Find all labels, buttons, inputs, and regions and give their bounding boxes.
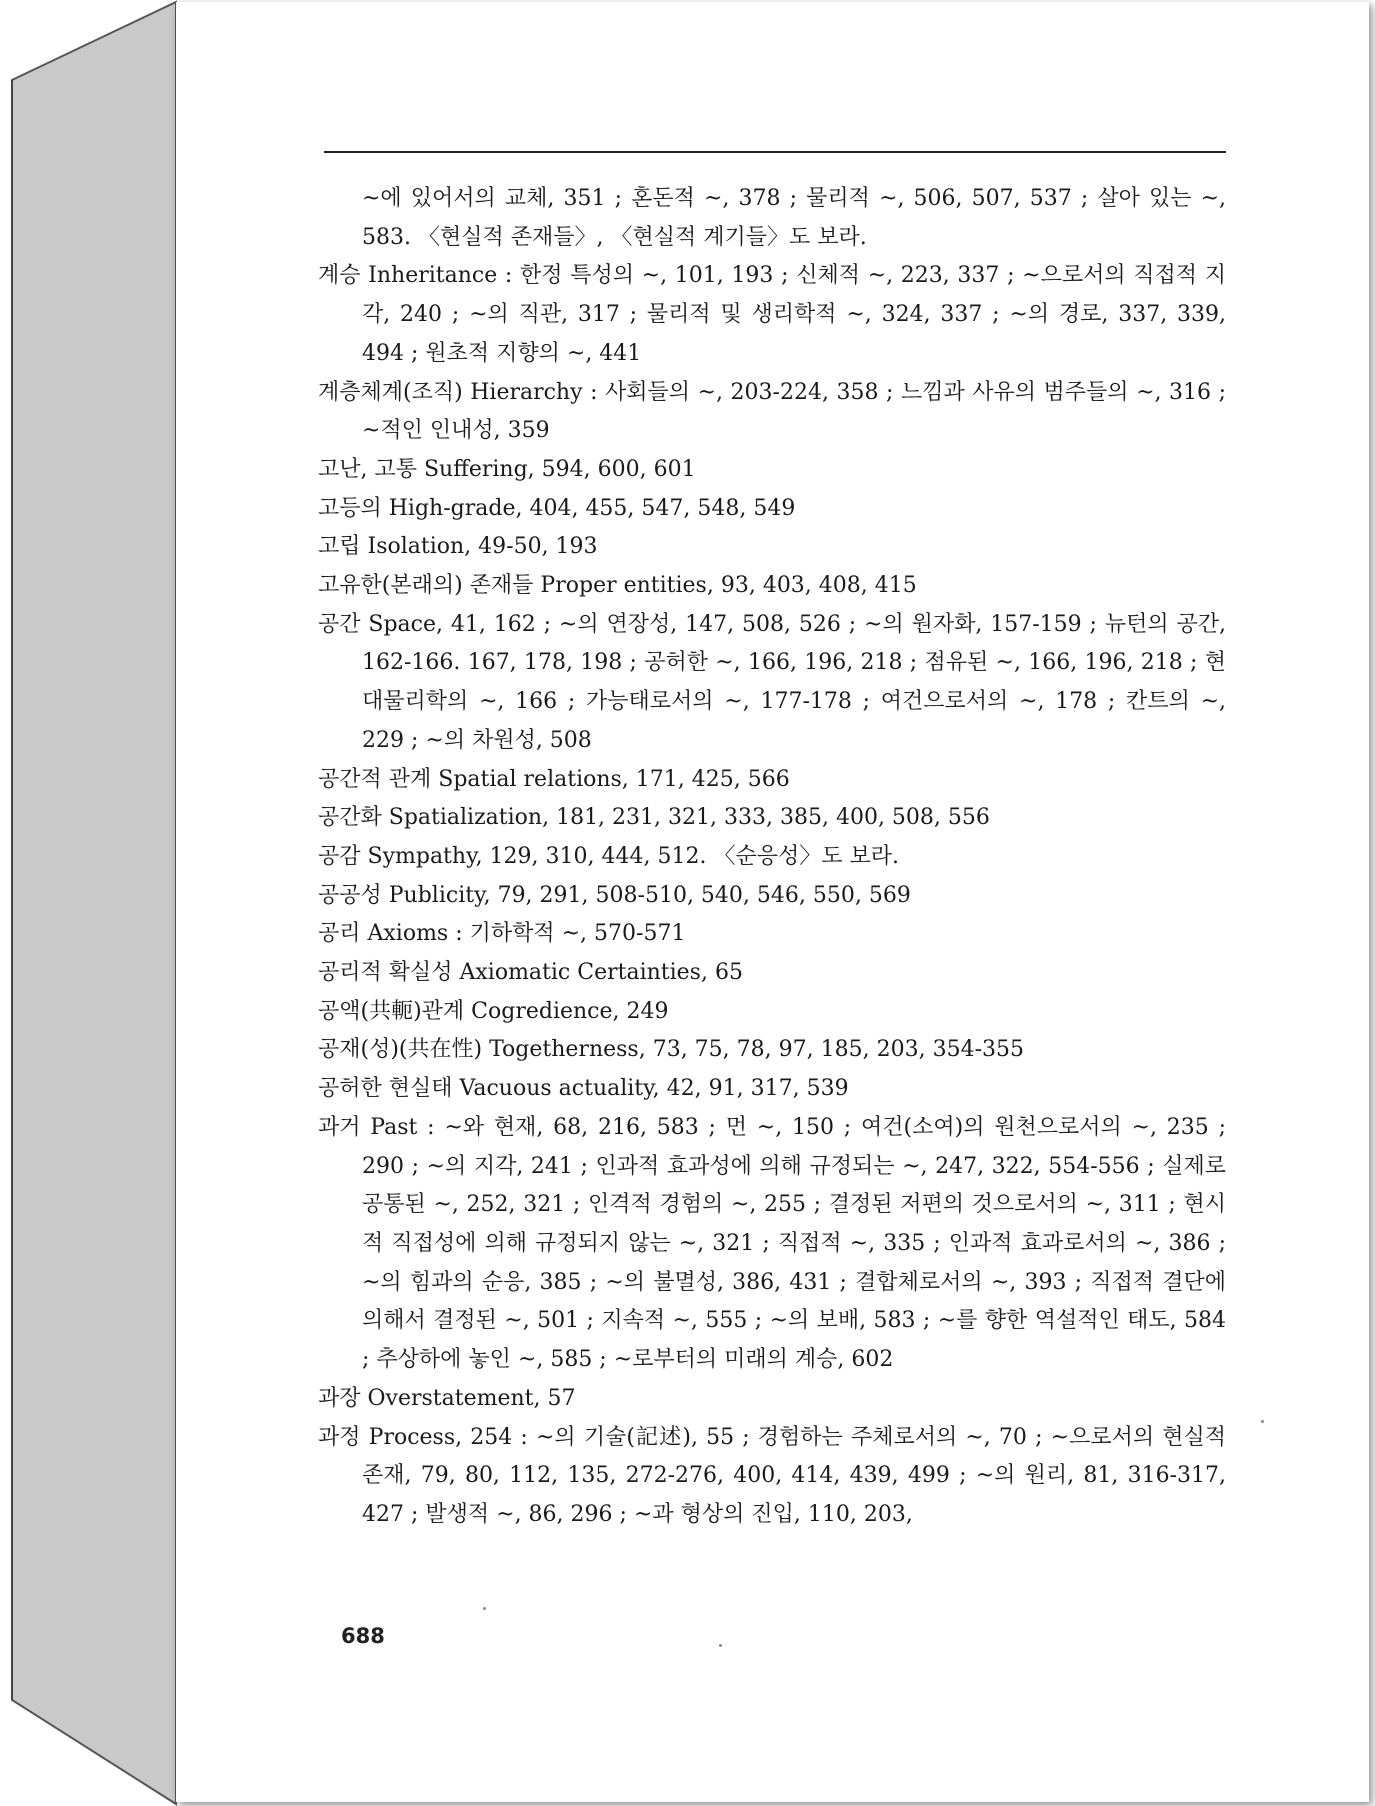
index-entry: 과정 Process, 254 : ~의 기술(記述), 55 ; 경험하는 주체로서의 ~, 70 ; ~으로서의 현실적 존재, 79, 80, 112, 135, 272-276, 400, 414, 439, 499 ; ~의 원리, 81, 316-317, 427 ; 발생적 ~, 86, 296 ; ~과 형상의 진입, 110, 203,	[318, 1424, 1226, 1527]
header-rule	[324, 151, 1226, 153]
index-entry: ~에 있어서의 교체, 351 ; 혼돈적 ~, 378 ; 물리적 ~, 506, 507, 537 ; 살아 있는 ~, 583. 〈현실적 존재들〉, 〈현실적 계기들〉도 보라.	[362, 186, 1226, 250]
index-entry: 고난, 고통 Suffering, 594, 600, 601	[318, 456, 696, 482]
scan-speck	[483, 1607, 486, 1610]
page-number: 688	[341, 1624, 385, 1648]
index-entry: 공간 Space, 41, 162 ; ~의 연장성, 147, 508, 526 ; ~의 원자화, 157-159 ; 뉴턴의 공간, 162-166. 167, 178, 198 ; 공허한 ~, 166, 196, 218 ; 점유된 ~, 166, 196, 218 ; 현대물리학의 ~, 166 ; 가능태로서의 ~, 177-178 ; 여건으로서의 ~, 178 ; 칸트의 ~, 229 ; ~의 차원성, 508	[318, 611, 1226, 753]
index-entry: 공액(共軛)관계 Cogredience, 249	[318, 998, 669, 1024]
index-entry: 공리 Axioms : 기하학적 ~, 570-571	[318, 921, 686, 947]
index-entry: 공감 Sympathy, 129, 310, 444, 512. 〈순응성〉도 보라.	[318, 843, 899, 869]
index-entry: 공간적 관계 Spatial relations, 171, 425, 566	[318, 766, 790, 792]
index-entry: 공공성 Publicity, 79, 291, 508-510, 540, 546, 550, 569	[318, 882, 911, 908]
scan-speck	[719, 1644, 722, 1647]
index-entry: 계승 Inheritance : 한정 특성의 ~, 101, 193 ; 신체적 ~, 223, 337 ; ~으로서의 직접적 지각, 240 ; ~의 직관, 317 ; 물리적 및 생리학적 ~, 324, 337 ; ~의 경로, 337, 339, 494 ; 원초적 지향의 ~, 441	[318, 263, 1226, 366]
scan-speck	[1261, 1420, 1264, 1423]
index-entry: 공리적 확실성 Axiomatic Certainties, 65	[318, 960, 743, 986]
index-entry: 공간화 Spatialization, 181, 231, 321, 333, 385, 400, 508, 556	[318, 805, 990, 831]
index-entry: 고립 Isolation, 49-50, 193	[318, 534, 598, 560]
index-entry: 공허한 현실태 Vacuous actuality, 42, 91, 317, 539	[318, 1076, 849, 1102]
index-entry: 과장 Overstatement, 57	[318, 1385, 576, 1411]
index-entry: 공재(성)(共在性) Togetherness, 73, 75, 78, 97, 185, 203, 354-355	[318, 1037, 1024, 1063]
index-entries	[318, 180, 1226, 1535]
index-entry: 과거 Past : ~와 현재, 68, 216, 583 ; 먼 ~, 150 ; 여건(소여)의 원천으로서의 ~, 235 ; 290 ; ~의 지각, 241 ; 인과적 효과성에 의해 규정되는 ~, 247, 322, 554-556 ; 실제로 공통된 ~, 252, 321 ; 인격적 경험의 ~, 255 ; 결정된 저편의 것으로서의 ~, 311 ; 현시적 직접성에 의해 규정되지 않는 ~, 321 ; 직접적 ~, 335 ; 인과적 효과로서의 ~, 386 ; ~의 힘과의 순응, 385 ; ~의 불멸성, 386, 431 ; 결합체로서의 ~, 393 ; 직접적 결단에 의해서 결정된 ~, 501 ; 지속적 ~, 555 ; ~의 보배, 583 ; ~를 향한 역설적인 태도, 584 ; 추상하에 놓인 ~, 585 ; ~로부터의 미래의 계승, 602	[318, 1114, 1226, 1373]
index-entry: 계층체계(조직) Hierarchy : 사회들의 ~, 203-224, 358 ; 느낌과 사유의 범주들의 ~, 316 ; ~적인 인내성, 359	[318, 379, 1226, 444]
index-entry: 고등의 High-grade, 404, 455, 547, 548, 549	[318, 495, 796, 521]
index-entry: 고유한(본래의) 존재들 Proper entities, 93, 403, 408, 415	[318, 573, 917, 599]
